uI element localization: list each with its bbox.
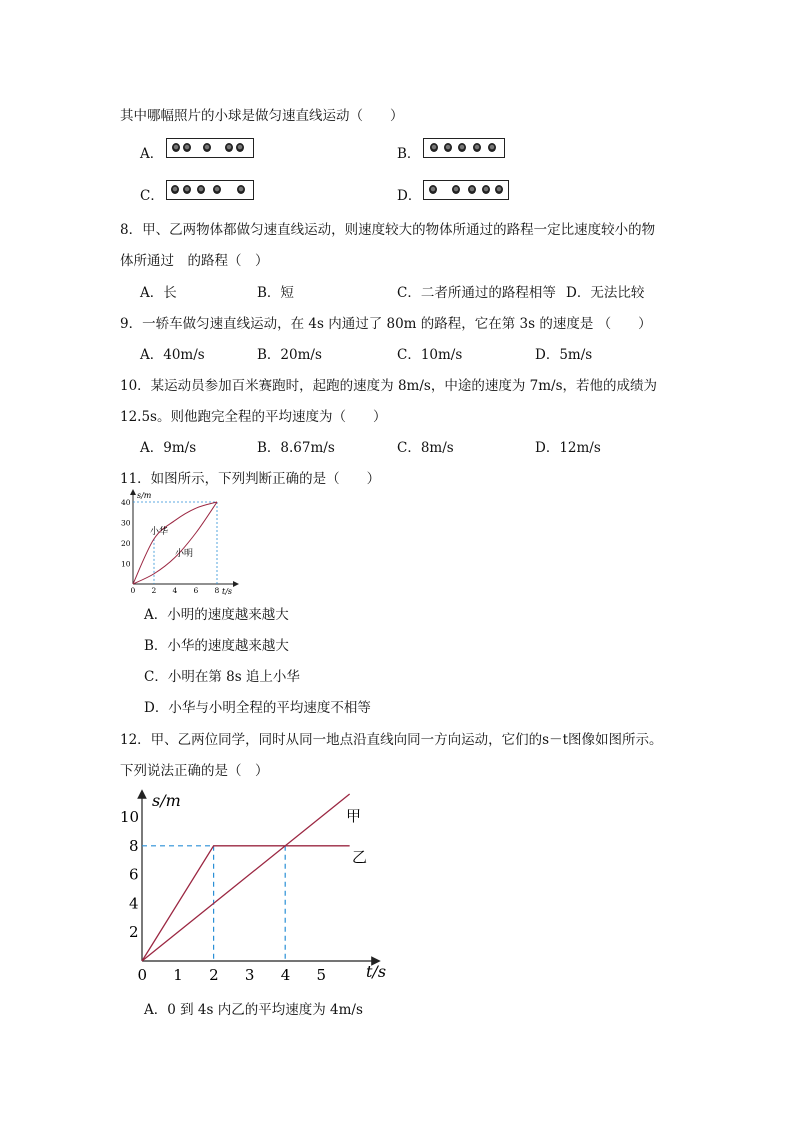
series-label-yi: 乙 (352, 848, 368, 866)
q10-stem-line2: 12.5s。则他跑完全程的平均速度为（ ） (120, 409, 387, 425)
ball-icon (172, 143, 180, 152)
ball-icon (203, 143, 211, 152)
ball-icon (488, 143, 496, 152)
x-tick-label: 1 (173, 966, 183, 984)
x-tick-label: 8 (214, 586, 220, 595)
x-axis-label: t/s (366, 962, 387, 981)
x-tick-label: 2 (209, 966, 219, 984)
q11-stem: 11．如图所示，下列判断正确的是（ ） (120, 471, 381, 487)
q10-option-b: B．8.67m/s (257, 440, 335, 456)
ball-icon (468, 185, 476, 194)
ball-icon (429, 185, 437, 194)
series-label-jia: 甲 (346, 807, 362, 825)
q12-option-a: A．0 到 4s 内乙的平均速度为 4m/s (144, 1002, 363, 1018)
series-xiaoming-curve (133, 502, 217, 584)
series-label-xiaohua: 小华 (150, 527, 169, 537)
ball-icon (444, 143, 452, 152)
q7-stem: 其中哪幅照片的小球是做匀速直线运动（ ） (120, 108, 404, 124)
q8-stem-line2: 体所通过 的路程（ ） (120, 253, 269, 269)
ball-icon (452, 185, 460, 194)
ball-icon (430, 143, 438, 152)
ball-icon (473, 143, 481, 152)
ball-icon (225, 143, 233, 152)
y-tick-label: 20 (121, 539, 131, 548)
series-label-xiaoming: 小明 (175, 549, 194, 559)
x-tick-label: 4 (172, 586, 178, 595)
photo-b (423, 138, 505, 158)
y-tick-label: 6 (129, 865, 139, 884)
series-jia-line (142, 794, 350, 961)
chart-series (142, 794, 350, 961)
q8-option-d: D．无法比较 (566, 285, 645, 301)
x-tick-label: 0 (130, 586, 136, 595)
y-tick-label: 10 (121, 559, 131, 569)
ball-icon (183, 185, 191, 194)
series-xiaohua-curve (133, 502, 217, 584)
q9-option-c: C．10m/s (397, 347, 463, 363)
y-axis-label: s/m (152, 791, 181, 810)
q8-option-b: B．短 (257, 285, 294, 301)
q12-stem-line1: 12．甲、乙两位同学，同时从同一地点沿直线向同一方向运动，它们的s－t图像如图所示。 (120, 732, 663, 748)
y-tick-label: 2 (129, 923, 139, 942)
y-tick-label: 40 (121, 498, 131, 507)
ball-icon (495, 185, 503, 194)
q11-option-b: B．小华的速度越来越大 (144, 638, 289, 654)
x-tick-label: 6 (193, 586, 199, 595)
q10-option-c: C．8m/s (397, 440, 454, 456)
chart-guides (133, 502, 217, 584)
x-axis-label: t/s (222, 587, 233, 596)
ball-icon (458, 143, 466, 152)
q7-option-a: A． (140, 146, 164, 162)
y-axis-label: s/m (137, 491, 152, 500)
q10-option-d: D．12m/s (535, 440, 601, 456)
chart-series (133, 502, 217, 584)
q11-option-d: D．小华与小明全程的平均速度不相等 (144, 700, 371, 716)
x-tick-label: 4 (280, 966, 291, 984)
q9-stem: 9．一轿车做匀速直线运动，在 4s 内通过了 80m 的路程，它在第 3s 的速度是 （ ） (120, 316, 652, 332)
q12-chart (114, 788, 394, 988)
q12-stem-line2: 下列说法正确的是（ ） (120, 763, 269, 779)
q11-option-c: C．小明在第 8s 追上小华 (144, 669, 300, 685)
q7-option-c: C． (140, 188, 164, 204)
photo-a (166, 138, 254, 158)
ball-icon (482, 185, 490, 194)
y-tick-label: 30 (121, 518, 131, 528)
q10-option-a: A．9m/s (140, 440, 197, 456)
ball-icon (236, 143, 244, 152)
ball-icon (171, 185, 179, 194)
x-tick-label: 2 (151, 586, 157, 595)
q9-option-d: D．5m/s (535, 347, 593, 363)
ball-icon (183, 143, 191, 152)
ball-icon (213, 185, 221, 194)
q11-chart (118, 488, 242, 598)
q8-option-a: A．长 (140, 285, 177, 301)
chart-ticks (121, 498, 220, 595)
series-yi-line (142, 846, 350, 961)
q9-option-a: A．40m/s (140, 347, 205, 363)
q8-option-c: C．二者所通过的路程相等 (397, 285, 556, 301)
q8-stem-line1: 8．甲、乙两物体都做匀速直线运动，则速度较大的物体所通过的路程一定比速度较小的物 (120, 222, 656, 238)
y-tick-label: 10 (120, 808, 140, 826)
ball-icon (197, 185, 205, 194)
x-tick-label: 5 (316, 966, 327, 984)
q9-option-b: B．20m/s (257, 347, 322, 363)
y-tick-label: 4 (129, 894, 139, 913)
y-tick-label: 8 (129, 836, 139, 855)
x-tick-label: 3 (244, 966, 255, 984)
q7-option-d: D． (397, 188, 422, 204)
photo-c (166, 180, 254, 200)
q10-stem-line1: 10．某运动员参加百米赛跑时，起跑的速度为 8m/s，中途的速度为 7m/s，若他的成绩为 (120, 378, 657, 394)
q7-option-b: B． (397, 146, 421, 162)
x-tick-label: 0 (137, 966, 148, 984)
q11-option-a: A．小明的速度越来越大 (144, 607, 289, 623)
ball-icon (237, 185, 245, 194)
photo-d (423, 180, 509, 200)
